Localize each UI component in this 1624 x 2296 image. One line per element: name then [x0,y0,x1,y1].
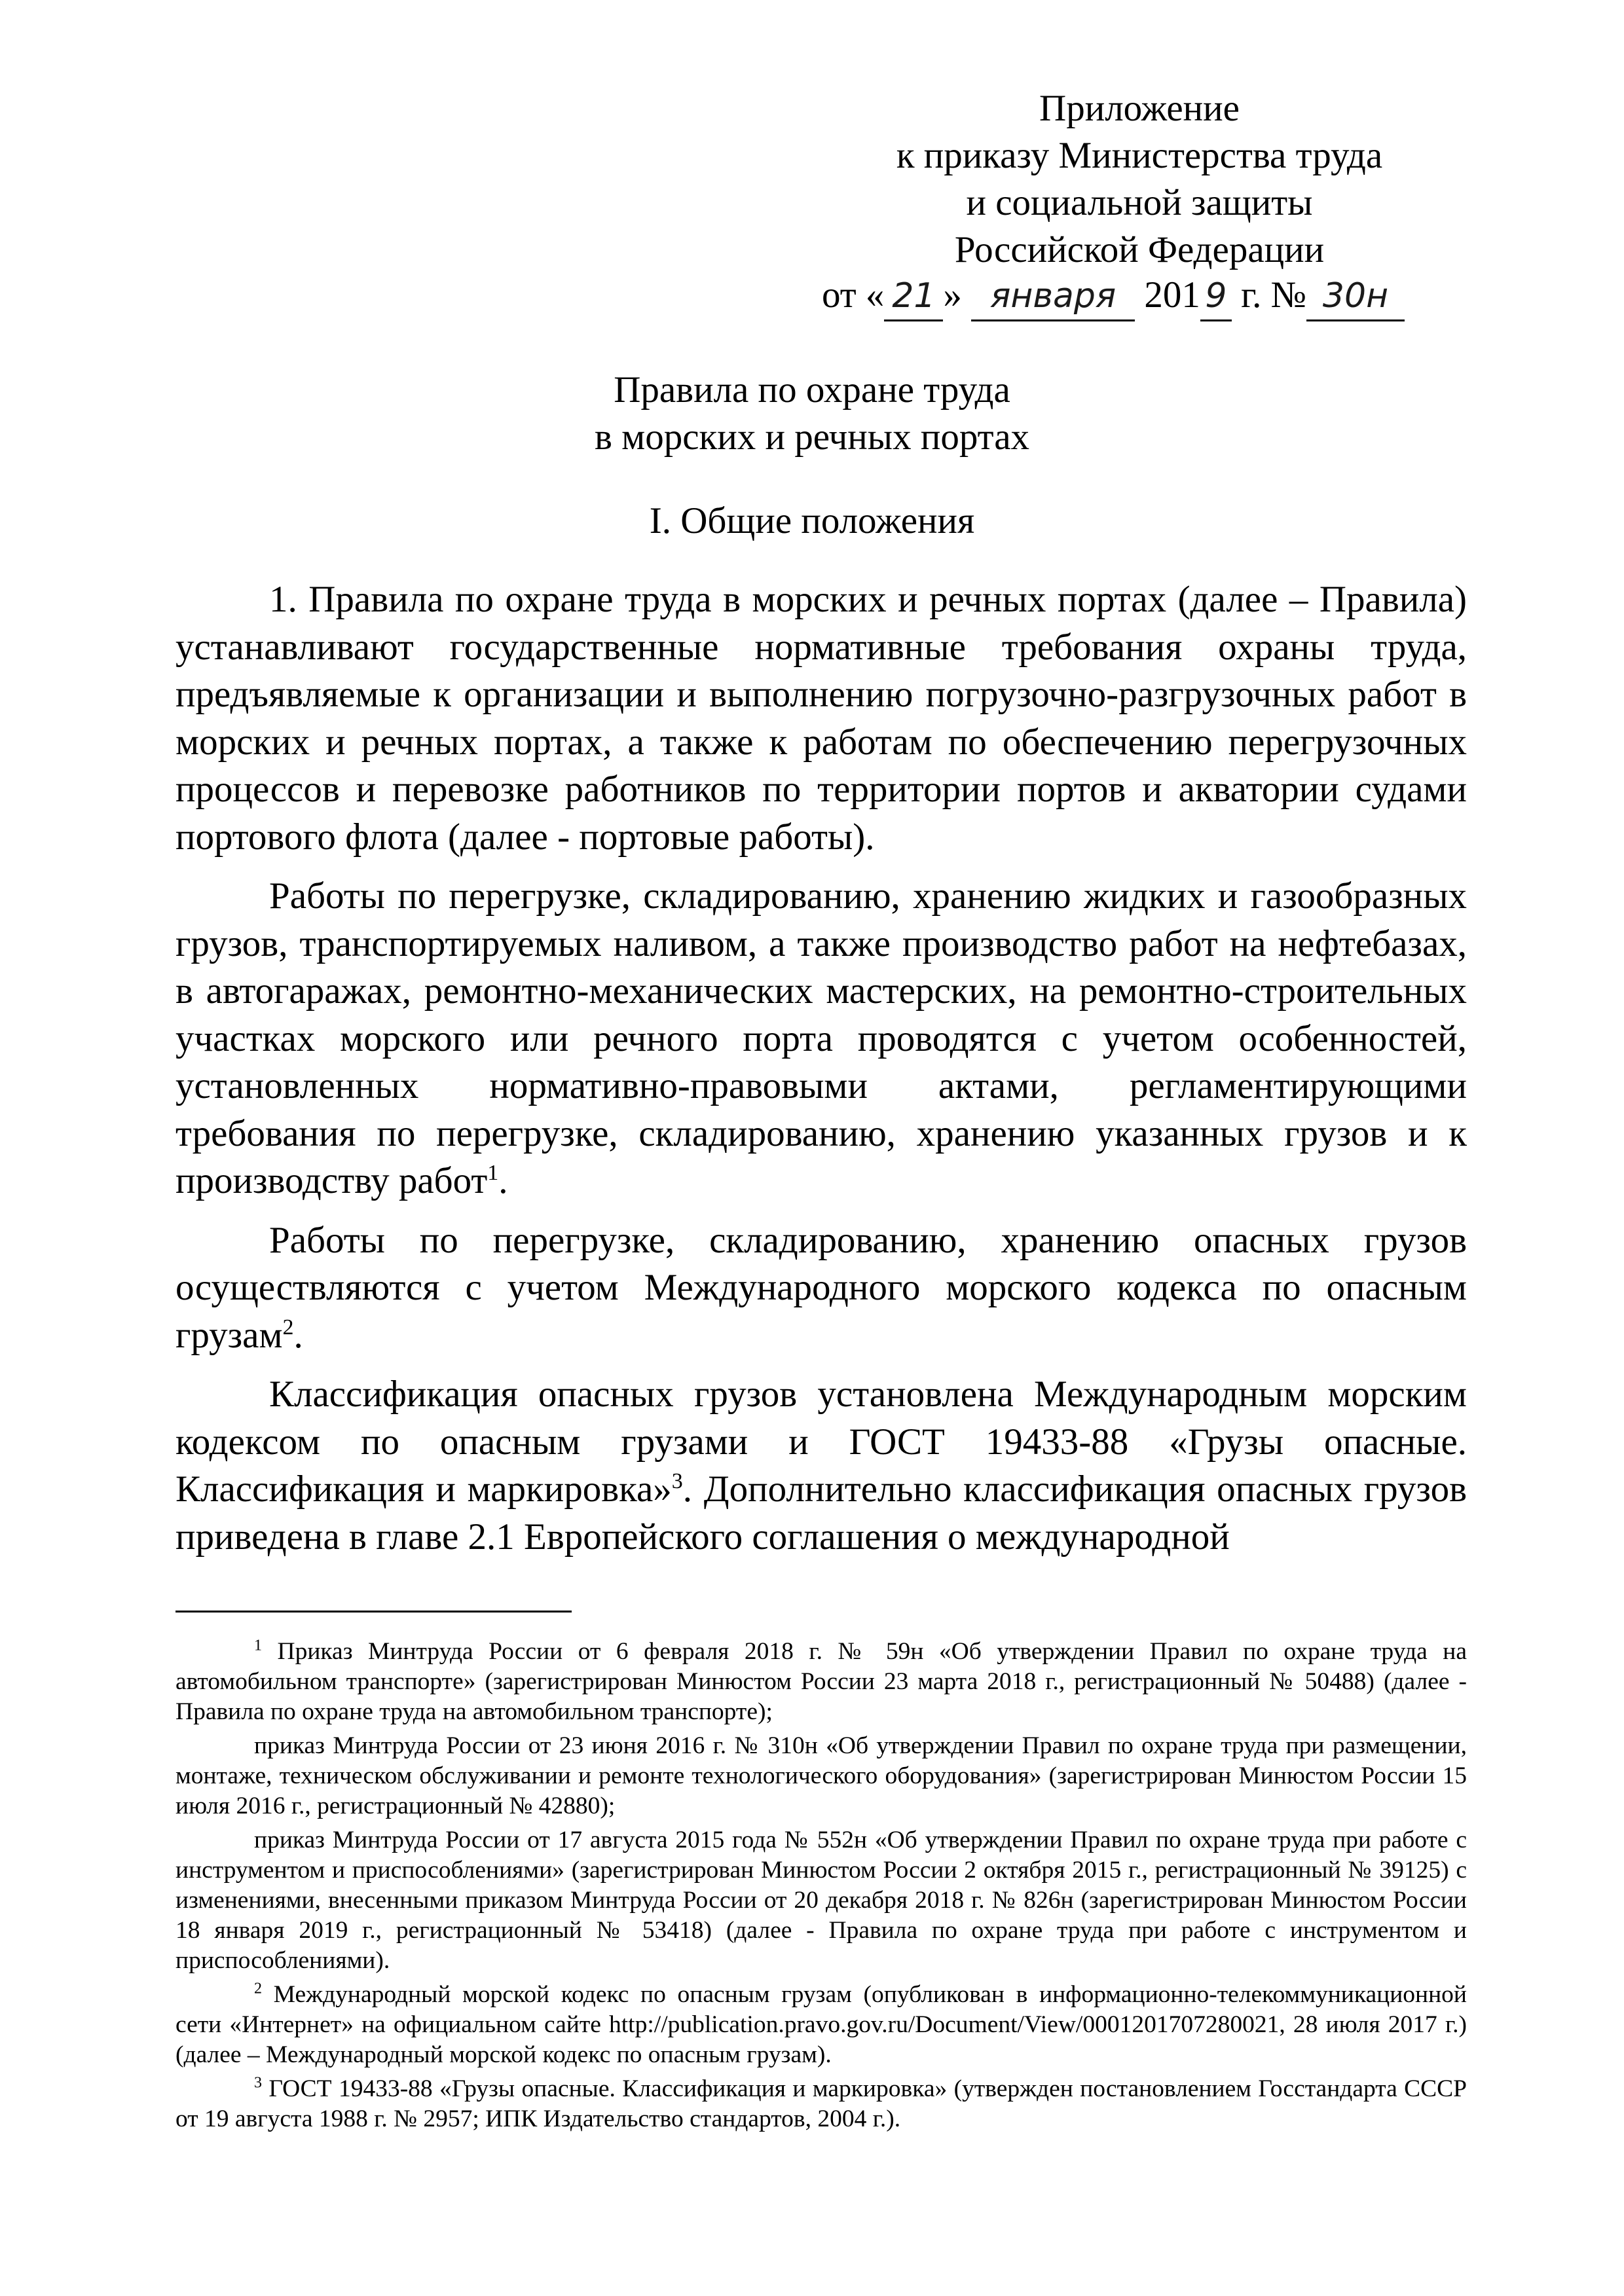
footnote-3-number: 3 [254,2074,262,2092]
footnote-2 [175,1980,1467,2070]
paragraph-2-end: . [498,1160,508,1201]
paragraph-3 [175,1217,1467,1360]
document-title-line-2: в морских и речных портах [595,416,1029,458]
paragraph-4 [175,1371,1467,1561]
paragraph-2-text: Работы по перегрузке, складированию, хранению жидких и газообразных грузов, транспортируемых наливом, а также производство работ на нефтебазах, в автогаражах, ремонтно-механических мастерских, на ремонтно-строительных участках морского или речного порта проводятся с учетом особенностей, установленных нормативно-правовыми актами, регламентирующими требования по перегрузке, складированию, хранению указанных грузов и к производству работ [175,875,1467,1201]
paragraph-3-end: . [293,1314,303,1356]
footnote-1-part-3: приказ Минтруда России от 17 августа 2015 года № 552н «Об утверждении Правил по охране труда при работе с инструментом и приспособлениями» (зарегистрирован Минюстом России 2 октября 2015 г., регистрационный № 39125) с изменениями, внесенными приказом Минтруда России от 20 декабря 2018 г. № 826н (зарегистрирован Минюстом России 18 января 2019 г., регистрационный № 53418) (далее - Правила по охране труда при работе с инструментом и приспособлениями). [175,1827,1467,1974]
date-after-day: » [943,274,962,316]
footnote-separator [175,1611,572,1613]
paragraph-2 [175,873,1467,1205]
document-title-line-1: Правила по охране труда [614,369,1010,410]
paragraph-4-text-b: . Дополнительно классификация опасных грузов приведена в главе 2.1 Европейского соглашения о международной [175,1468,1467,1558]
footnotes [175,1637,1467,2138]
paragraph-3-text: Работы по перегрузке, складированию, хранению опасных грузов осуществляются с учетом Международного морского кодекса по опасным грузам [175,1219,1467,1356]
footnote-3-text: ГОСТ 19433-88 «Грузы опасные. Классификация и маркировка» (утвержден постановлением Госстандарта СССР от 19 августа 1988 г. № 2957; ИПК Издательство стандартов, 2004 г.). [175,2075,1467,2132]
footnote-ref-3: 3 [671,1469,683,1493]
section-title: I. Общие положения [649,500,975,541]
footnote-ref-2: 2 [282,1315,294,1339]
date-after-year: г. № [1231,274,1307,316]
appendix-line-4: Российской Федерации [954,229,1325,270]
handwritten-month: января [971,272,1135,321]
handwritten-order-number: 30н [1306,272,1405,321]
appendix-line-3: и социальной защиты [966,182,1313,223]
footnote-ref-1: 1 [487,1161,499,1185]
order-date-line [822,272,1477,321]
footnote-1-number: 1 [254,1637,262,1654]
handwritten-year-digit: 9 [1200,272,1232,321]
appendix-line-1: Приложение [1039,88,1240,129]
year-prefix: 201 [1144,274,1200,316]
document-body [175,576,1467,1573]
appendix-line-2: к приказу Министерства труда [896,135,1383,176]
footnote-2-text: Международный морской кодекс по опасным грузам (опубликован в информационно-телекоммуникационной сети «Интернет» на официальном сайте http://publication.pravo.gov.ru/Document/View/0001201707280021, 28 июля 2017 г.) (далее – Международный морской кодекс по опасным грузам). [175,1981,1467,2068]
paragraph-1: 1. Правила по охране труда в морских и речных портах (далее – Правила) устанавливают государственные нормативные требования охраны труда, предъявляемые к организации и выполнению погрузочно-разгрузочных работ в морских и речных портах, а также к работам по обеспечению перегрузочных процессов и перевозке работников по территории портов и акватории судами портового флота (далее - портовые работы). [175,579,1467,858]
footnote-1-text: Приказ Минтруда России от 6 февраля 2018 г. № 59н «Об утверждении Правил по охране труда на автомобильном транспорте» (зарегистрирован Минюстом России 23 марта 2018 г., регистрационный № 50488) (далее - Правила по охране труда на автомобильном транспорте); [175,1638,1467,1725]
appendix-header [812,85,1467,274]
date-prefix: от « [822,274,885,316]
paragraph-4-text-a: Классификация опасных грузов установлена Международным морским кодексом по опасным грузами и ГОСТ 19433-88 «Грузы опасные. Классификация и маркировка» [175,1374,1467,1510]
footnote-3 [175,2074,1467,2134]
footnote-1-part-2: приказ Минтруда России от 23 июня 2016 г. № 310н «Об утверждении Правил по охране труда при размещении, монтаже, техническом обслуживании и ремонте технологического оборудования» (зарегистрирован Минюстом России 15 июля 2016 г., регистрационный № 42880); [175,1732,1467,1819]
footnote-2-number: 2 [254,1980,262,1997]
footnote-1 [175,1637,1467,1727]
handwritten-day: 21 [884,272,943,321]
